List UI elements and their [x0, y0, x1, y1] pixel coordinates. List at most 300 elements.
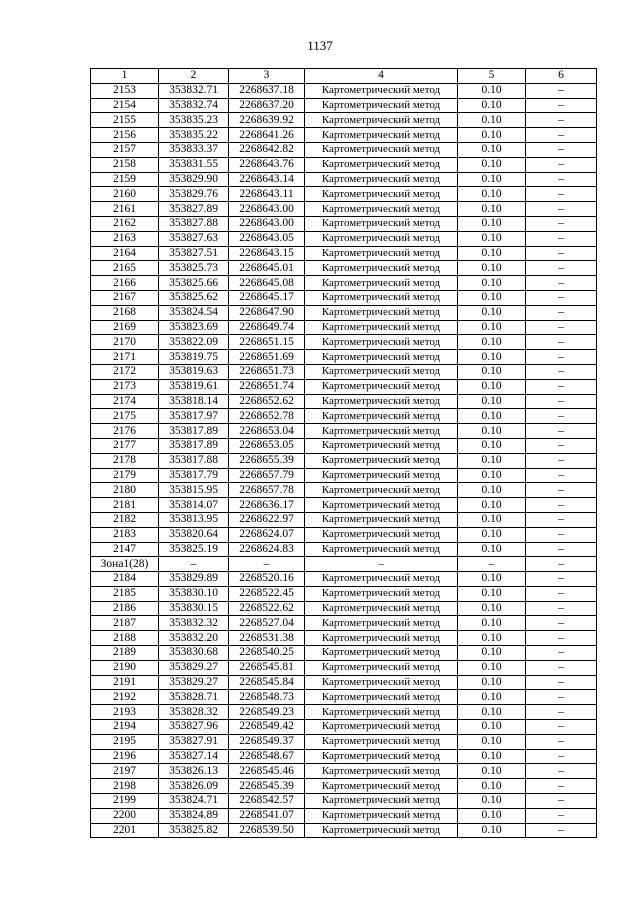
description-cell: – — [526, 572, 597, 587]
point-number-cell: 2167 — [91, 290, 159, 305]
column-header-y: 3 — [229, 69, 305, 84]
accuracy-cell: 0.10 — [458, 586, 526, 601]
method-cell: Картометрический метод — [305, 305, 458, 320]
method-cell: Картометрический метод — [305, 246, 458, 261]
method-cell: Картометрический метод — [305, 468, 458, 483]
y-coordinate-cell: 2268637.20 — [229, 98, 305, 113]
table-row — [91, 187, 597, 202]
accuracy-cell: 0.10 — [458, 246, 526, 261]
accuracy-cell: 0.10 — [458, 631, 526, 646]
method-cell: Картометрический метод — [305, 364, 458, 379]
y-coordinate-cell: 2268643.76 — [229, 157, 305, 172]
y-coordinate-cell: 2268520.16 — [229, 572, 305, 587]
point-number-cell: 2177 — [91, 438, 159, 453]
table-row — [91, 142, 597, 157]
x-coordinate-cell: 353824.54 — [159, 305, 229, 320]
x-coordinate-cell: 353817.79 — [159, 468, 229, 483]
y-coordinate-cell: 2268531.38 — [229, 631, 305, 646]
description-cell: – — [526, 453, 597, 468]
point-number-cell: 2199 — [91, 794, 159, 809]
table-row — [91, 586, 597, 601]
method-cell: Картометрический метод — [305, 660, 458, 675]
accuracy-cell: 0.10 — [458, 142, 526, 157]
page-number: 1137 — [307, 38, 333, 53]
x-coordinate-cell: 353830.68 — [159, 646, 229, 661]
table-row — [91, 113, 597, 128]
method-cell: Картометрический метод — [305, 616, 458, 631]
y-coordinate-cell: 2268647.90 — [229, 305, 305, 320]
x-coordinate-cell: 353814.07 — [159, 498, 229, 513]
y-coordinate-cell: 2268655.39 — [229, 453, 305, 468]
x-coordinate-cell: 353827.51 — [159, 246, 229, 261]
accuracy-cell: 0.10 — [458, 424, 526, 439]
table-row — [91, 734, 597, 749]
x-coordinate-cell: 353829.27 — [159, 660, 229, 675]
table-row — [91, 83, 597, 98]
x-coordinate-cell: 353829.76 — [159, 187, 229, 202]
description-cell: – — [526, 557, 597, 572]
description-cell: – — [526, 172, 597, 187]
table-row — [91, 231, 597, 246]
y-coordinate-cell: 2268548.67 — [229, 749, 305, 764]
accuracy-cell: 0.10 — [458, 616, 526, 631]
y-coordinate-cell: 2268649.74 — [229, 320, 305, 335]
accuracy-cell: 0.10 — [458, 690, 526, 705]
method-cell: Картометрический метод — [305, 172, 458, 187]
table-row — [91, 616, 597, 631]
x-coordinate-cell: 353817.89 — [159, 424, 229, 439]
x-coordinate-cell: 353824.89 — [159, 808, 229, 823]
accuracy-cell: 0.10 — [458, 261, 526, 276]
accuracy-cell: 0.10 — [458, 409, 526, 424]
x-coordinate-cell: 353819.63 — [159, 364, 229, 379]
method-cell: Картометрический метод — [305, 690, 458, 705]
table-row — [91, 261, 597, 276]
accuracy-cell: 0.10 — [458, 764, 526, 779]
x-coordinate-cell: 353828.71 — [159, 690, 229, 705]
x-coordinate-cell: 353817.89 — [159, 438, 229, 453]
description-cell: – — [526, 364, 597, 379]
point-number-cell: 2187 — [91, 616, 159, 631]
description-cell: – — [526, 216, 597, 231]
x-coordinate-cell: 353827.63 — [159, 231, 229, 246]
accuracy-cell: 0.10 — [458, 128, 526, 143]
table-row — [91, 631, 597, 646]
x-coordinate-cell: 353815.95 — [159, 483, 229, 498]
accuracy-cell: 0.10 — [458, 394, 526, 409]
method-cell: Картометрический метод — [305, 808, 458, 823]
y-coordinate-cell: 2268548.73 — [229, 690, 305, 705]
point-number-cell: 2193 — [91, 705, 159, 720]
y-coordinate-cell: 2268653.04 — [229, 424, 305, 439]
point-number-cell: 2156 — [91, 128, 159, 143]
point-number-cell: 2179 — [91, 468, 159, 483]
description-cell: – — [526, 705, 597, 720]
method-cell: Картометрический метод — [305, 675, 458, 690]
description-cell: – — [526, 749, 597, 764]
point-number-cell: 2162 — [91, 216, 159, 231]
point-number-cell: 2163 — [91, 231, 159, 246]
method-cell: Картометрический метод — [305, 216, 458, 231]
y-coordinate-cell: 2268645.17 — [229, 290, 305, 305]
method-cell: Картометрический метод — [305, 394, 458, 409]
method-cell: Картометрический метод — [305, 83, 458, 98]
accuracy-cell: 0.10 — [458, 749, 526, 764]
description-cell: – — [526, 646, 597, 661]
description-cell: – — [526, 261, 597, 276]
point-number-cell: 2181 — [91, 498, 159, 513]
y-coordinate-cell: 2268527.04 — [229, 616, 305, 631]
method-cell: Картометрический метод — [305, 601, 458, 616]
y-coordinate-cell: 2268657.79 — [229, 468, 305, 483]
method-cell: Картометрический метод — [305, 424, 458, 439]
description-cell: – — [526, 808, 597, 823]
accuracy-cell: 0.10 — [458, 364, 526, 379]
accuracy-cell: 0.10 — [458, 646, 526, 661]
point-number-cell: 2183 — [91, 527, 159, 542]
accuracy-cell: 0.10 — [458, 823, 526, 838]
accuracy-cell: 0.10 — [458, 113, 526, 128]
coordinates-table — [90, 68, 597, 838]
point-number-cell: 2175 — [91, 409, 159, 424]
accuracy-cell: 0.10 — [458, 231, 526, 246]
point-number-cell: 2159 — [91, 172, 159, 187]
point-number-cell: 2192 — [91, 690, 159, 705]
accuracy-cell: 0.10 — [458, 290, 526, 305]
method-cell: Картометрический метод — [305, 261, 458, 276]
x-coordinate-cell: 353827.91 — [159, 734, 229, 749]
accuracy-cell: 0.10 — [458, 305, 526, 320]
x-coordinate-cell: 353823.69 — [159, 320, 229, 335]
y-coordinate-cell: 2268651.69 — [229, 350, 305, 365]
x-coordinate-cell: 353832.74 — [159, 98, 229, 113]
accuracy-cell: 0.10 — [458, 98, 526, 113]
table-row — [91, 276, 597, 291]
y-coordinate-cell: 2268545.46 — [229, 764, 305, 779]
point-number-cell: 2201 — [91, 823, 159, 838]
point-number-cell: 2165 — [91, 261, 159, 276]
method-cell: Картометрический метод — [305, 350, 458, 365]
description-cell: – — [526, 424, 597, 439]
method-cell: Картометрический метод — [305, 113, 458, 128]
accuracy-cell: 0.10 — [458, 498, 526, 513]
description-cell: – — [526, 823, 597, 838]
table-row — [91, 453, 597, 468]
point-number-cell: 2196 — [91, 749, 159, 764]
method-cell: Картометрический метод — [305, 542, 458, 557]
description-cell: – — [526, 438, 597, 453]
point-number-cell: 2154 — [91, 98, 159, 113]
description-cell: – — [526, 83, 597, 98]
description-cell: – — [526, 379, 597, 394]
accuracy-cell: 0.10 — [458, 320, 526, 335]
table-row — [91, 794, 597, 809]
accuracy-cell: 0.10 — [458, 468, 526, 483]
x-coordinate-cell: 353818.14 — [159, 394, 229, 409]
table-row — [91, 823, 597, 838]
point-number-cell: 2170 — [91, 335, 159, 350]
table-row — [91, 128, 597, 143]
method-cell: Картометрический метод — [305, 157, 458, 172]
method-cell: Картометрический метод — [305, 379, 458, 394]
table-row — [91, 646, 597, 661]
method-cell: Картометрический метод — [305, 527, 458, 542]
description-cell: – — [526, 794, 597, 809]
accuracy-cell: 0.10 — [458, 675, 526, 690]
description-cell: – — [526, 276, 597, 291]
table-row — [91, 527, 597, 542]
description-cell: – — [526, 468, 597, 483]
table-row — [91, 468, 597, 483]
table-row — [91, 779, 597, 794]
table-row — [91, 320, 597, 335]
description-cell: – — [526, 113, 597, 128]
accuracy-cell: 0.10 — [458, 350, 526, 365]
description-cell: – — [526, 305, 597, 320]
description-cell: – — [526, 157, 597, 172]
method-cell: Картометрический метод — [305, 749, 458, 764]
zone-separator-row — [91, 557, 597, 572]
table-row — [91, 749, 597, 764]
point-number-cell: 2171 — [91, 350, 159, 365]
x-coordinate-cell: 353827.89 — [159, 202, 229, 217]
description-cell: – — [526, 320, 597, 335]
description-cell: – — [526, 202, 597, 217]
x-coordinate-cell: 353825.19 — [159, 542, 229, 557]
accuracy-cell: 0.10 — [458, 720, 526, 735]
accuracy-cell: 0.10 — [458, 542, 526, 557]
method-cell: Картометрический метод — [305, 290, 458, 305]
method-cell: Картометрический метод — [305, 512, 458, 527]
y-coordinate-cell: 2268653.05 — [229, 438, 305, 453]
y-coordinate-cell: 2268652.78 — [229, 409, 305, 424]
method-cell: Картометрический метод — [305, 794, 458, 809]
point-number-cell: 2195 — [91, 734, 159, 749]
description-cell: – — [526, 616, 597, 631]
table-row — [91, 379, 597, 394]
method-cell: – — [305, 557, 458, 572]
y-coordinate-cell: 2268639.92 — [229, 113, 305, 128]
column-header-x: 2 — [159, 69, 229, 84]
table-row — [91, 675, 597, 690]
x-coordinate-cell: 353830.15 — [159, 601, 229, 616]
description-cell: – — [526, 498, 597, 513]
x-coordinate-cell: 353817.88 — [159, 453, 229, 468]
point-number-cell: 2147 — [91, 542, 159, 557]
description-cell: – — [526, 690, 597, 705]
table-row — [91, 690, 597, 705]
method-cell: Картометрический метод — [305, 764, 458, 779]
table-row — [91, 335, 597, 350]
method-cell: Картометрический метод — [305, 231, 458, 246]
column-header-method: 4 — [305, 69, 458, 84]
description-cell: – — [526, 720, 597, 735]
x-coordinate-cell: 353835.23 — [159, 113, 229, 128]
column-header-accuracy: 5 — [458, 69, 526, 84]
point-number-cell: 2158 — [91, 157, 159, 172]
y-coordinate-cell: 2268643.00 — [229, 216, 305, 231]
table-row — [91, 483, 597, 498]
y-coordinate-cell: 2268622.97 — [229, 512, 305, 527]
accuracy-cell: 0.10 — [458, 512, 526, 527]
accuracy-cell: 0.10 — [458, 335, 526, 350]
point-number-cell: 2174 — [91, 394, 159, 409]
description-cell: – — [526, 527, 597, 542]
table-row — [91, 98, 597, 113]
method-cell: Картометрический метод — [305, 498, 458, 513]
x-coordinate-cell: 353813.95 — [159, 512, 229, 527]
x-coordinate-cell: 353827.14 — [159, 749, 229, 764]
description-cell: – — [526, 764, 597, 779]
accuracy-cell: 0.10 — [458, 527, 526, 542]
y-coordinate-cell: 2268522.45 — [229, 586, 305, 601]
y-coordinate-cell: 2268549.42 — [229, 720, 305, 735]
table-row — [91, 394, 597, 409]
x-coordinate-cell: 353825.82 — [159, 823, 229, 838]
x-coordinate-cell: 353829.89 — [159, 572, 229, 587]
accuracy-cell: 0.10 — [458, 705, 526, 720]
accuracy-cell: 0.10 — [458, 187, 526, 202]
y-coordinate-cell: 2268651.73 — [229, 364, 305, 379]
method-cell: Картометрический метод — [305, 320, 458, 335]
table-row — [91, 720, 597, 735]
column-header-point-number: 1 — [91, 69, 159, 84]
accuracy-cell: 0.10 — [458, 483, 526, 498]
x-coordinate-cell: 353831.55 — [159, 157, 229, 172]
y-coordinate-cell: 2268545.39 — [229, 779, 305, 794]
method-cell: Картометрический метод — [305, 705, 458, 720]
point-number-cell: 2157 — [91, 142, 159, 157]
point-number-cell: 2161 — [91, 202, 159, 217]
x-coordinate-cell: – — [159, 557, 229, 572]
point-number-cell: 2190 — [91, 660, 159, 675]
method-cell: Картометрический метод — [305, 779, 458, 794]
y-coordinate-cell: 2268643.11 — [229, 187, 305, 202]
x-coordinate-cell: 353833.37 — [159, 142, 229, 157]
y-coordinate-cell: 2268541.07 — [229, 808, 305, 823]
accuracy-cell: – — [458, 557, 526, 572]
method-cell: Картометрический метод — [305, 631, 458, 646]
y-coordinate-cell: 2268645.01 — [229, 261, 305, 276]
description-cell: – — [526, 631, 597, 646]
table-row — [91, 409, 597, 424]
x-coordinate-cell: 353832.32 — [159, 616, 229, 631]
point-number-cell: 2178 — [91, 453, 159, 468]
y-coordinate-cell: 2268549.37 — [229, 734, 305, 749]
x-coordinate-cell: 353828.32 — [159, 705, 229, 720]
table-row — [91, 364, 597, 379]
x-coordinate-cell: 353819.61 — [159, 379, 229, 394]
accuracy-cell: 0.10 — [458, 808, 526, 823]
method-cell: Картометрический метод — [305, 98, 458, 113]
point-number-cell: 2168 — [91, 305, 159, 320]
x-coordinate-cell: 353825.66 — [159, 276, 229, 291]
table-body — [91, 83, 597, 838]
point-number-cell: 2184 — [91, 572, 159, 587]
point-number-cell: 2166 — [91, 276, 159, 291]
point-number-cell: 2155 — [91, 113, 159, 128]
description-cell: – — [526, 586, 597, 601]
table-row — [91, 438, 597, 453]
table-row — [91, 512, 597, 527]
x-coordinate-cell: 353827.88 — [159, 216, 229, 231]
accuracy-cell: 0.10 — [458, 660, 526, 675]
description-cell: – — [526, 734, 597, 749]
point-number-cell: 2188 — [91, 631, 159, 646]
point-number-cell: 2176 — [91, 424, 159, 439]
y-coordinate-cell: 2268545.81 — [229, 660, 305, 675]
method-cell: Картометрический метод — [305, 734, 458, 749]
table-row — [91, 498, 597, 513]
accuracy-cell: 0.10 — [458, 572, 526, 587]
accuracy-cell: 0.10 — [458, 157, 526, 172]
y-coordinate-cell: 2268643.14 — [229, 172, 305, 187]
x-coordinate-cell: 353825.73 — [159, 261, 229, 276]
y-coordinate-cell: 2268545.84 — [229, 675, 305, 690]
description-cell: – — [526, 601, 597, 616]
point-number-cell: 2194 — [91, 720, 159, 735]
method-cell: Картометрический метод — [305, 453, 458, 468]
method-cell: Картометрический метод — [305, 572, 458, 587]
zone-label-cell: Зона1(28) — [91, 557, 159, 572]
description-cell: – — [526, 394, 597, 409]
accuracy-cell: 0.10 — [458, 172, 526, 187]
y-coordinate-cell: 2268645.08 — [229, 276, 305, 291]
description-cell: – — [526, 128, 597, 143]
method-cell: Картометрический метод — [305, 276, 458, 291]
method-cell: Картометрический метод — [305, 409, 458, 424]
x-coordinate-cell: 353824.71 — [159, 794, 229, 809]
y-coordinate-cell: 2268549.23 — [229, 705, 305, 720]
accuracy-cell: 0.10 — [458, 276, 526, 291]
y-coordinate-cell: 2268643.00 — [229, 202, 305, 217]
method-cell: Картометрический метод — [305, 142, 458, 157]
description-cell: – — [526, 512, 597, 527]
method-cell: Картометрический метод — [305, 202, 458, 217]
method-cell: Картометрический метод — [305, 438, 458, 453]
accuracy-cell: 0.10 — [458, 601, 526, 616]
description-cell: – — [526, 231, 597, 246]
table-row — [91, 542, 597, 557]
point-number-cell: 2160 — [91, 187, 159, 202]
description-cell: – — [526, 542, 597, 557]
x-coordinate-cell: 353832.71 — [159, 83, 229, 98]
x-coordinate-cell: 353830.10 — [159, 586, 229, 601]
point-number-cell: 2198 — [91, 779, 159, 794]
x-coordinate-cell: 353819.75 — [159, 350, 229, 365]
description-cell: – — [526, 660, 597, 675]
method-cell: Картометрический метод — [305, 335, 458, 350]
description-cell: – — [526, 779, 597, 794]
accuracy-cell: 0.10 — [458, 202, 526, 217]
table-row — [91, 705, 597, 720]
method-cell: Картометрический метод — [305, 128, 458, 143]
table-row — [91, 305, 597, 320]
y-coordinate-cell: 2268539.50 — [229, 823, 305, 838]
y-coordinate-cell: 2268542.57 — [229, 794, 305, 809]
y-coordinate-cell: 2268637.18 — [229, 83, 305, 98]
method-cell: Картометрический метод — [305, 823, 458, 838]
method-cell: Картометрический метод — [305, 586, 458, 601]
y-coordinate-cell: 2268642.82 — [229, 142, 305, 157]
method-cell: Картометрический метод — [305, 646, 458, 661]
x-coordinate-cell: 353829.27 — [159, 675, 229, 690]
y-coordinate-cell: 2268643.05 — [229, 231, 305, 246]
table-row — [91, 157, 597, 172]
y-coordinate-cell: 2268636.17 — [229, 498, 305, 513]
table-row — [91, 660, 597, 675]
method-cell: Картометрический метод — [305, 187, 458, 202]
